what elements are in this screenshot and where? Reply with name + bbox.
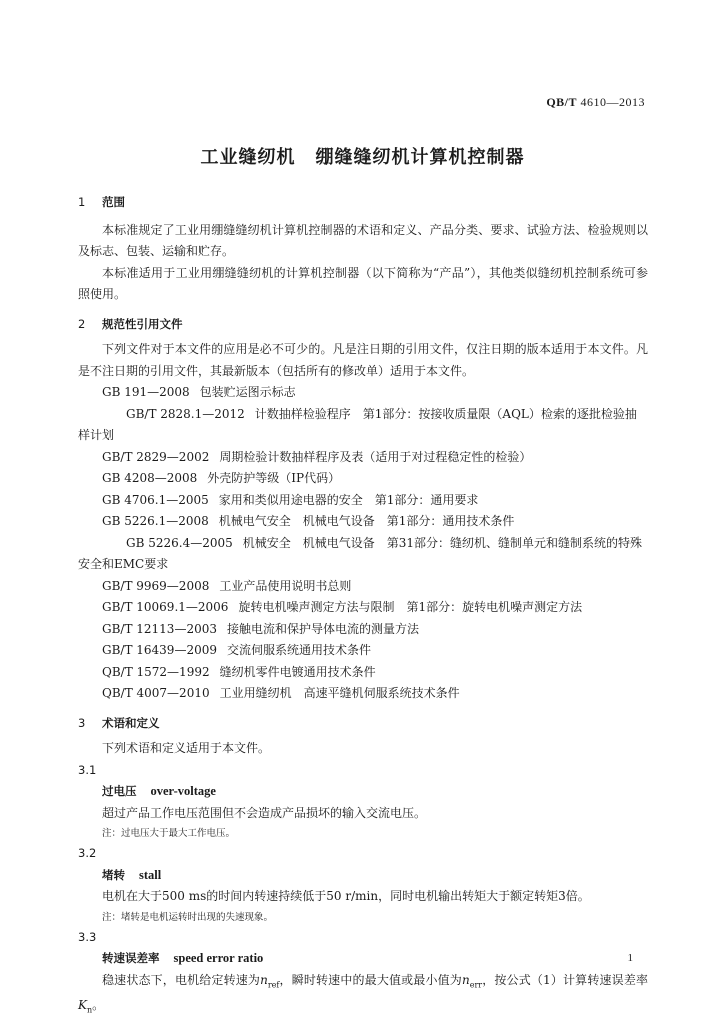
- clause-number: 3.2: [78, 846, 97, 860]
- reference-item: QB/T 4007—2010 工业用缝纫机 高速平缝机伺服系统技术条件: [102, 686, 460, 700]
- term-heading: 过电压 over-voltage: [102, 784, 216, 798]
- term-definition: 电机在大于500 ms的时间内转速持续低于50 r/min，同时电机输出转矩大于额定转矩3倍。: [102, 889, 590, 903]
- reference-item: GB/T 9969—2008 工业产品使用说明书总则: [102, 578, 352, 593]
- clause-number: 3.3: [78, 929, 97, 944]
- standard-code: QB/T 4610—2013: [546, 95, 645, 109]
- section-heading: 1 范围: [78, 195, 125, 209]
- reference-item: GB 5226.4—2005 机械安全 机械电气设备 第31部分：缝纫机、缝制单元和缝制系统的特殊安全和EMC要求: [78, 535, 643, 571]
- paragraph: 下列文件对于本文件的应用是必不可少的。凡是注日期的引用文件，仅注日期的版本适用于本文件。凡是不注日期的引用文件，其最新版本（包括所有的修改单）适用于本文件。: [78, 342, 648, 378]
- section-heading: 2 规范性引用文件: [78, 316, 183, 331]
- reference-item: GB 191—2008 包装贮运图示标志: [102, 385, 296, 399]
- term-note: 注：堵转是电机运转时出现的失速现象。: [102, 911, 274, 923]
- term-note: 注：过电压大于最大工作电压。: [102, 828, 236, 839]
- reference-item: GB/T 12113—2003 接触电流和保护导体电流的测量方法: [102, 621, 419, 636]
- reference-item: GB 4208—2008 外壳防护等级（IP代码）: [102, 471, 341, 485]
- reference-item: GB 5226.1—2008 机械电气安全 机械电气设备 第1部分：通用技术条件: [102, 514, 515, 528]
- reference-list: [78, 382, 648, 705]
- document-title: 工业缝纫机 绷缝缝纫机计算机控制器: [200, 147, 525, 168]
- document-body: [78, 192, 648, 1021]
- page-number: 1: [627, 952, 633, 964]
- term-heading: 转速误差率 speed error ratio: [102, 951, 264, 965]
- reference-item: GB/T 16439—2009 交流伺服系统通用技术条件: [102, 643, 371, 657]
- reference-item: GB/T 10069.1—2006 旋转电机噪声测定方法与限制 第1部分：旋转电机噪声测定方法: [102, 600, 583, 614]
- term-heading: 堵转 stall: [102, 867, 162, 882]
- reference-item: QB/T 1572—1992 缝纫机零件电镀通用技术条件: [102, 664, 376, 679]
- section-heading: 3 术语和定义: [78, 715, 160, 730]
- clause-number: 3.1: [78, 762, 97, 777]
- paragraph: 下列术语和定义适用于本文件。: [102, 741, 271, 755]
- term-definition: 超过产品工作电压范围但不会造成产品损坏的输入交流电压。: [102, 805, 427, 820]
- paragraph: 本标准适用于工业用绷缝缝纫机的计算机控制器（以下简称为“产品”），其他类似缝纫机控制系统可参照使用。: [78, 265, 648, 301]
- term-definition: 稳速状态下，电机给定转速为$n_{ref}$，瞬时转速中的最大值或最小值为$n_{err}$，按公式（1）计算转速误差率$K_n$。: [78, 972, 648, 1015]
- paragraph: 本标准规定了工业用绷缝缝纫机计算机控制器的术语和定义、产品分类、要求、试验方法、检验规则以及标志、包装、运输和贮存。: [78, 222, 648, 258]
- reference-item: GB/T 2828.1—2012 计数抽样检验程序 第1部分：按接收质量限（AQL）检索的逐批检验抽样计划: [78, 406, 637, 442]
- reference-item: GB/T 2829—2002 周期检验计数抽样程序及表（适用于对过程稳定性的检验）: [102, 449, 532, 464]
- reference-item: GB 4706.1—2005 家用和类似用途电器的安全 第1部分：通用要求: [102, 492, 479, 507]
